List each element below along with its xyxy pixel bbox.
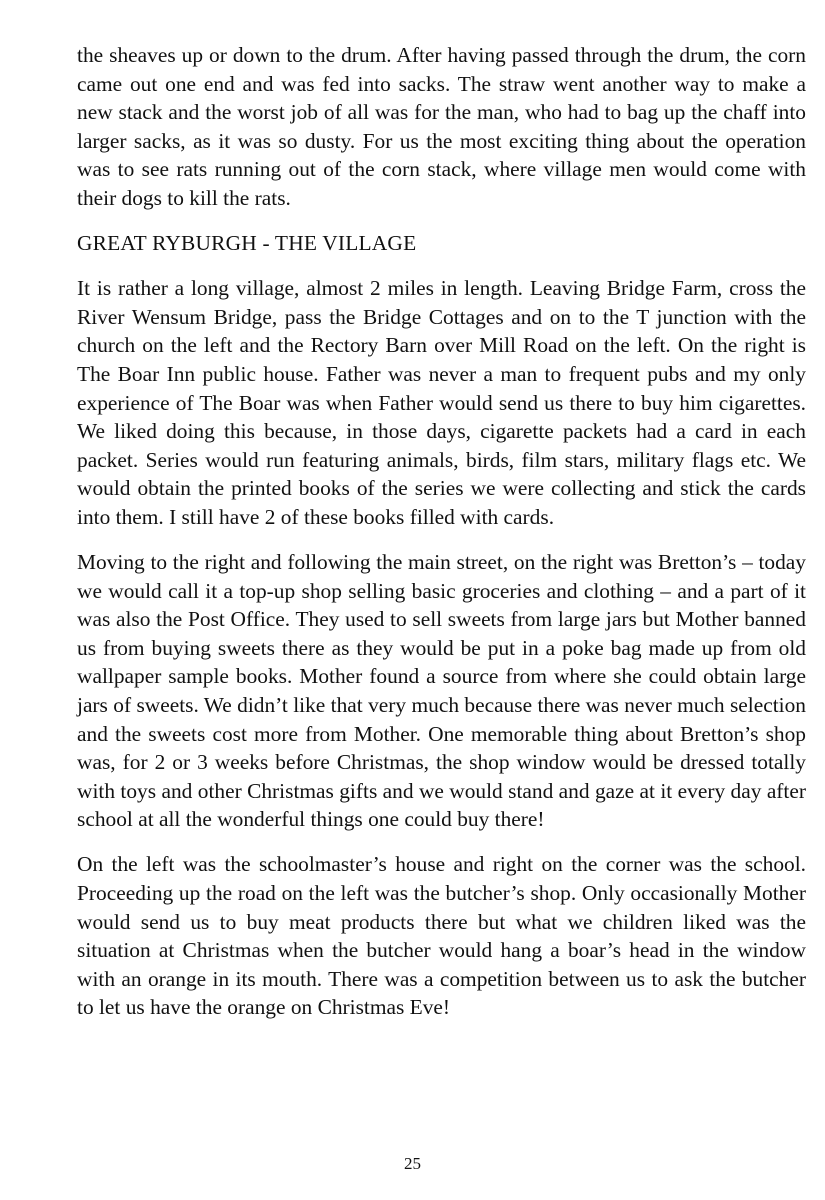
document-page (77, 41, 806, 1039)
body-paragraph: On the left was the schoolmaster’s house and right on the corner was the school. Proceeding up the road on the left was the butcher’s shop. Only occasionally Mother would send us to buy meat products there but what we children liked was the situation at Christmas when the butcher would hang a boar’s head in the window with an orange in its mouth. There was a competition between us to ask the butcher to let us have the orange on Christmas Eve! (77, 852, 806, 1020)
body-paragraph: Moving to the right and following the main street, on the right was Bretton’s – today we would call it a top-up shop selling basic groceries and clothing – and a part of it was also the Post Office. They used to sell sweets from large jars but Mother banned us from buying sweets there as they would be put in a poke bag made up from old wallpaper sample books. Mother found a source from where she could obtain large jars of sweets. We didn’t like that very much because there was never much selection and the sweets cost more from Mother. One memorable thing about Bretton’s shop was, for 2 or 3 weeks before Christmas, the shop window would be dressed totally with toys and other Christmas gifts and we would stand and gaze at it every day after school at all the wonderful things one could buy there! (77, 550, 806, 832)
body-paragraph: It is rather a long village, almost 2 miles in length. Leaving Bridge Farm, cross the River Wensum Bridge, pass the Bridge Cottages and on to the T junction with the church on the left and the Rectory Barn over Mill Road on the left. On the right is The Boar Inn public house. Father was never a man to frequent pubs and my only experience of The Boar was when Father would send us there to buy him cigarettes. We liked doing this because, in those days, cigarette packets had a card in each packet. Series would run featuring animals, birds, film stars, military flags etc. We would obtain the printed books of the series we were collecting and stick the cards into them. I still have 2 of these books filled with cards. (77, 276, 806, 529)
section-heading: GREAT RYBURGH - THE VILLAGE (77, 231, 417, 256)
page-number: 25 (404, 1154, 421, 1173)
body-paragraph: the sheaves up or down to the drum. After having passed through the drum, the corn came out one end and was fed into sacks. The straw went another way to make a new stack and the worst job of all was for the man, who had to bag up the chaff into larger sacks, as it was so dusty. For us the most exciting thing about the operation was to see rats running out of the corn stack, where village men would come with their dogs to kill the rats. (77, 43, 806, 210)
